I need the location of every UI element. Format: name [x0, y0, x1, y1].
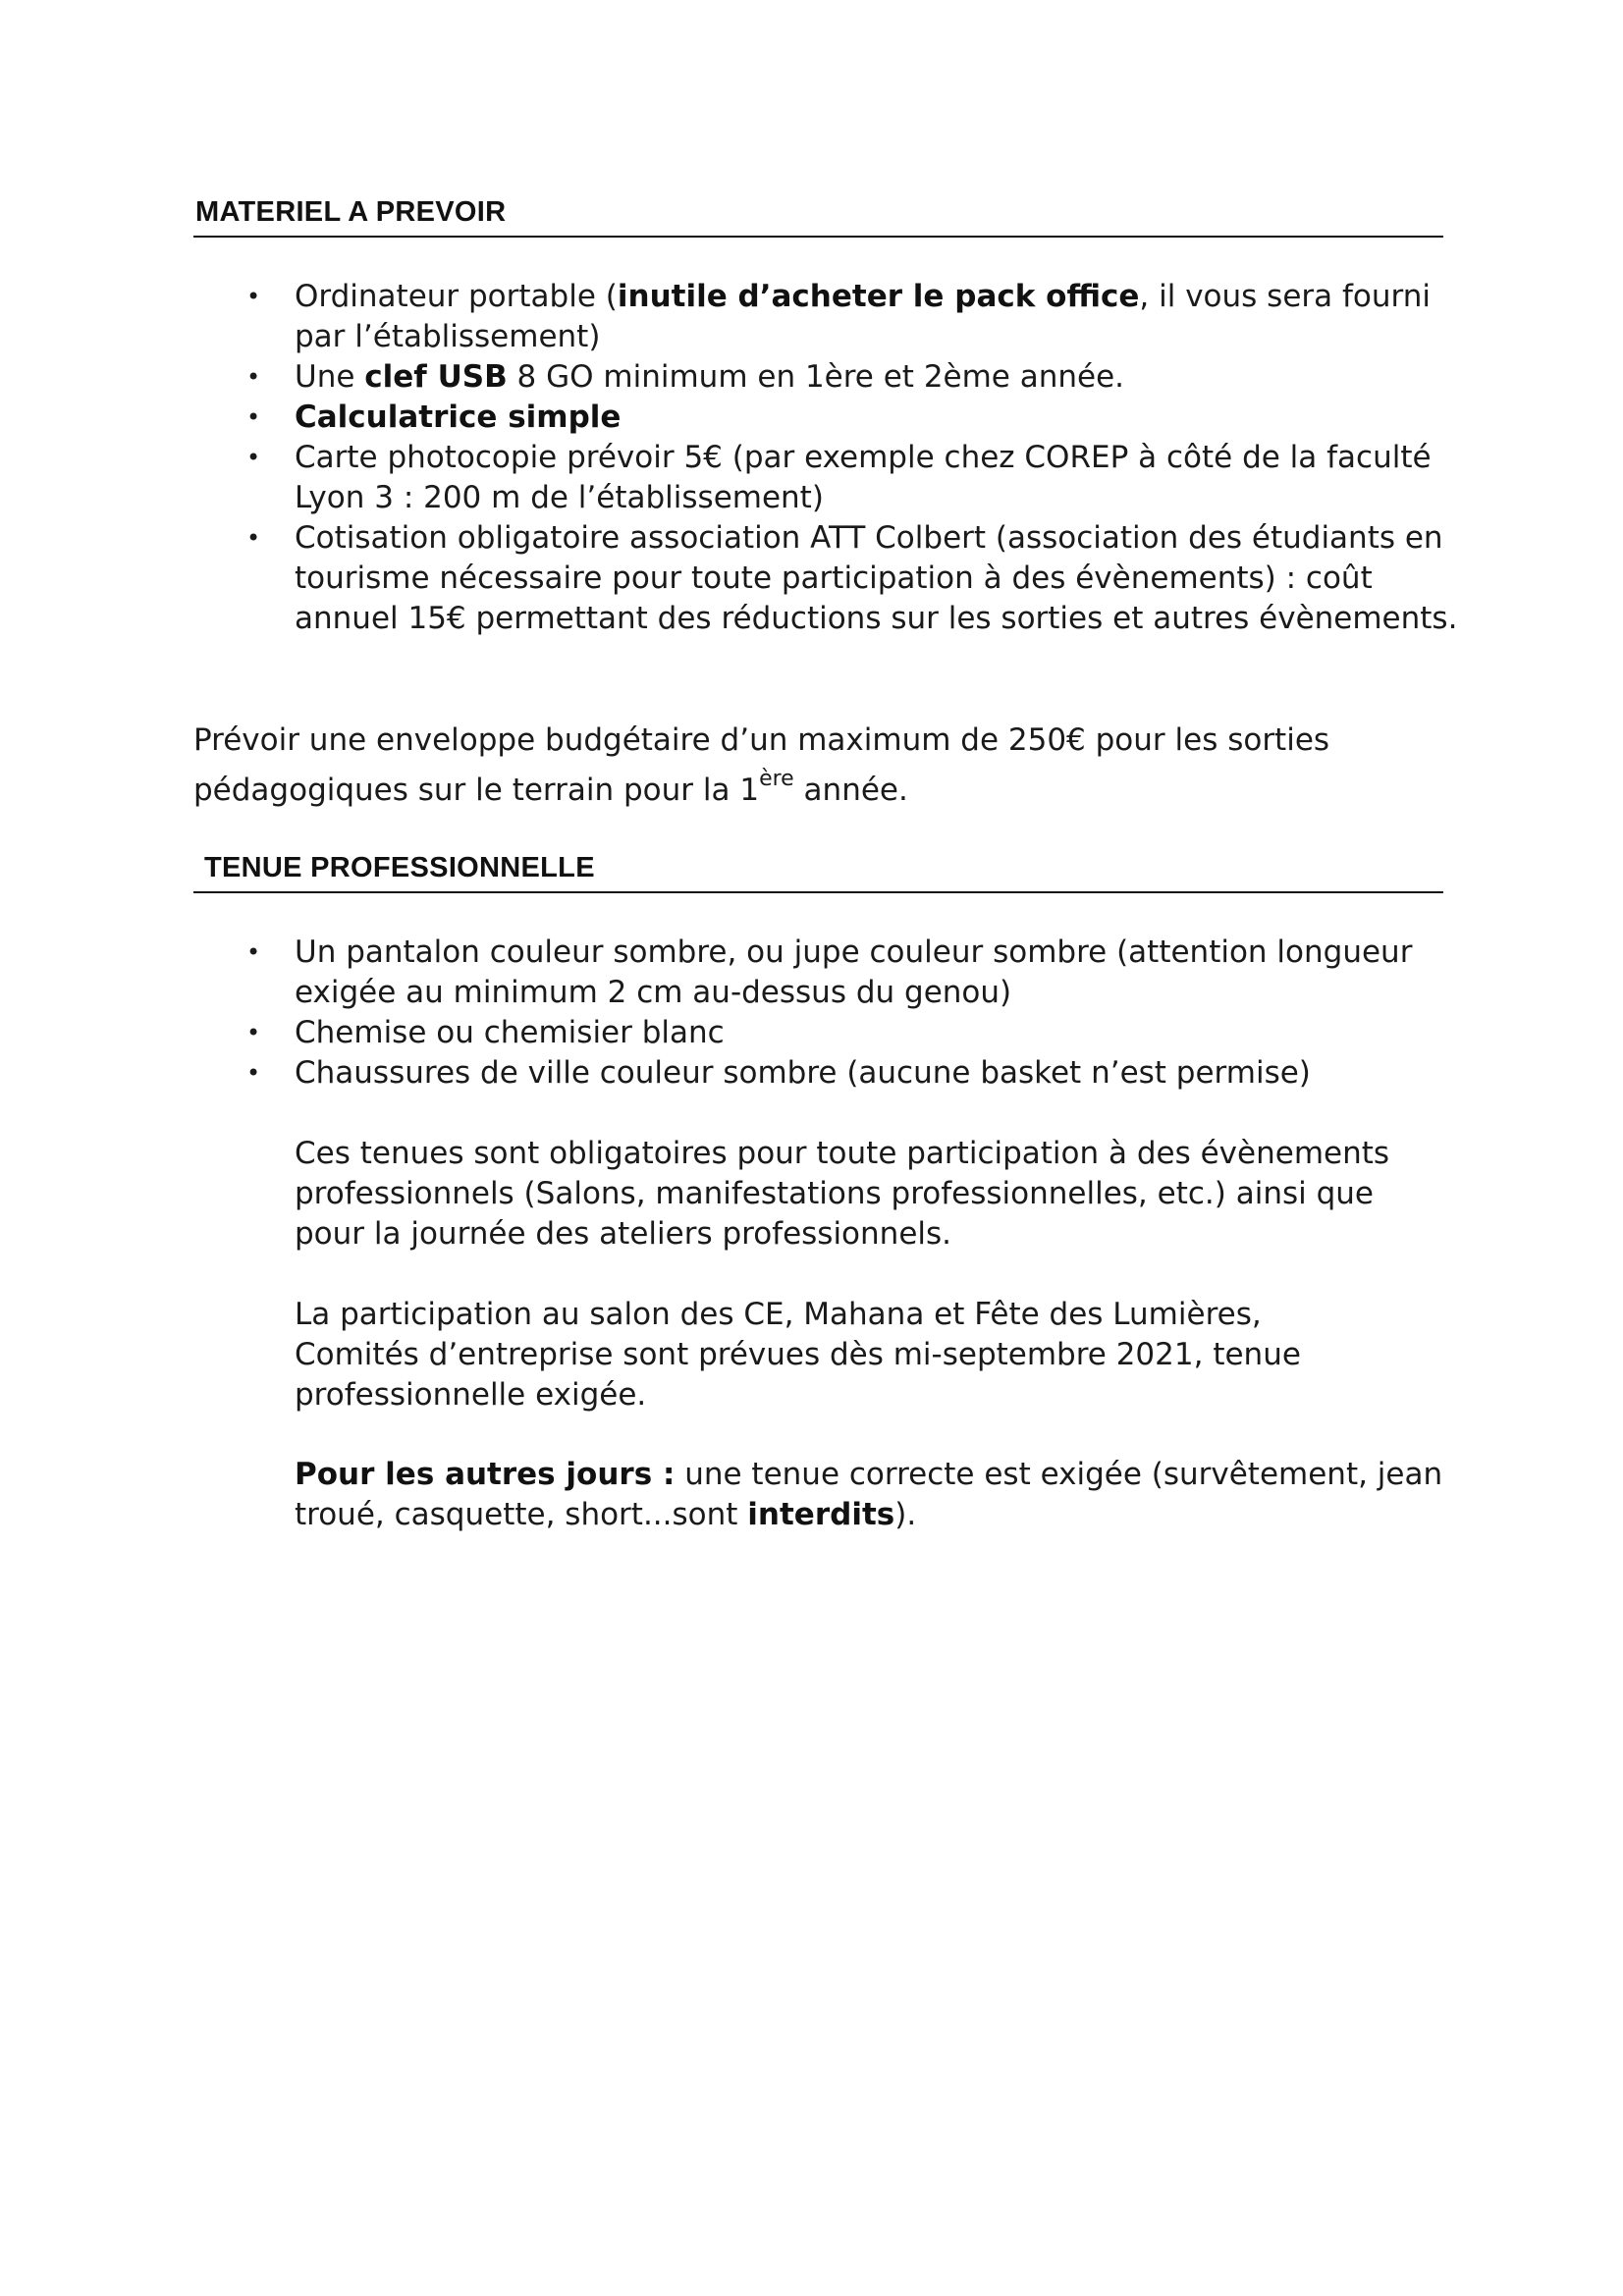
para-text: ). [894, 1497, 917, 1532]
item-bold-text: clef USB [364, 359, 508, 395]
item-text: Une [295, 359, 365, 395]
budget-paragraph [193, 721, 1470, 811]
item-bold-text: Calculatrice simple [295, 400, 622, 435]
ordinal-superscript: ère [759, 766, 794, 791]
item-text: Chaussures de ville couleur sombre (aucune basket n’est permise) [295, 1055, 1311, 1091]
bullet-icon: • [246, 363, 261, 391]
materiel-list-wrapper [193, 277, 1460, 639]
tenue-paragraph-1: Ces tenues sont obligatoires pour toute participation à des évènements professionnels (Salons, manifestations professionnelles, etc.) ainsi que pour la journée des ateliers professionnels. [295, 1136, 1390, 1252]
list-item [193, 518, 1460, 639]
item-text: Ordinateur portable ( [295, 279, 618, 314]
list-item [193, 398, 1460, 438]
bullet-icon: • [246, 444, 261, 471]
tenue-list [193, 933, 1460, 1094]
tenue-paragraph-2: La participation au salon des CE, Mahana et Fête des Lumières, Comités d’entreprise sont prévues dès mi-septembre 2021, tenue professionnelle exigée. [295, 1297, 1301, 1413]
para-bold-text: interdits [747, 1497, 895, 1532]
budget-line-2 [193, 766, 1470, 811]
materiel-list [193, 277, 1460, 639]
budget-line-1: Prévoir une enveloppe budgétaire d’un maximum de 250€ pour les sorties [193, 722, 1330, 758]
section-tenue [193, 850, 1443, 893]
list-item [193, 1013, 1460, 1053]
list-item [193, 1053, 1460, 1094]
item-text: Carte photocopie prévoir 5€ (par exemple chez COREP à côté de la faculté Lyon 3 : 200 m de l’établissement) [295, 440, 1432, 515]
bullet-icon: • [246, 524, 261, 552]
budget-text: année. [793, 773, 908, 808]
bullet-icon: • [246, 283, 261, 310]
item-text: Un pantalon couleur sombre, ou jupe couleur sombre (attention longueur exigée au minimum 2 cm au-dessus du genou) [295, 934, 1413, 1010]
item-text: , il vous sera fourni par l’établissement) [295, 279, 1431, 354]
bullet-icon: • [246, 403, 261, 431]
tenue-heading: TENUE PROFESSIONNELLE [193, 850, 1443, 893]
tenue-paragraph-3 [295, 1455, 1443, 1535]
item-text: 8 GO minimum en 1ère et 2ème année. [507, 359, 1125, 395]
para-text: une tenue correcte est exigée (survêtement, jean troué, casquette, short...sont [295, 1457, 1443, 1532]
list-item [193, 933, 1460, 1013]
item-text: Chemise ou chemisier blanc [295, 1015, 725, 1050]
list-item [193, 438, 1460, 518]
item-text: Cotisation obligatoire association ATT Colbert (association des étudiants en tourisme nécessaire pour toute participation à des évènements) : coût annuel 15€ permettant des réductions sur les sorties et autres évènements. [295, 520, 1458, 636]
budget-text: pédagogiques sur le terrain pour la 1 [193, 773, 760, 808]
bullet-icon: • [246, 938, 261, 966]
list-item [193, 277, 1460, 357]
item-bold-text: inutile d’acheter le pack office [617, 279, 1140, 314]
tenue-list-wrapper [193, 933, 1460, 1094]
bullet-icon: • [246, 1019, 261, 1046]
para-bold-text: Pour les autres jours : [295, 1457, 676, 1492]
bullet-icon: • [246, 1059, 261, 1087]
materiel-heading: MATERIEL A PREVOIR [193, 194, 1443, 238]
section-materiel [193, 194, 1443, 238]
list-item [193, 357, 1460, 398]
